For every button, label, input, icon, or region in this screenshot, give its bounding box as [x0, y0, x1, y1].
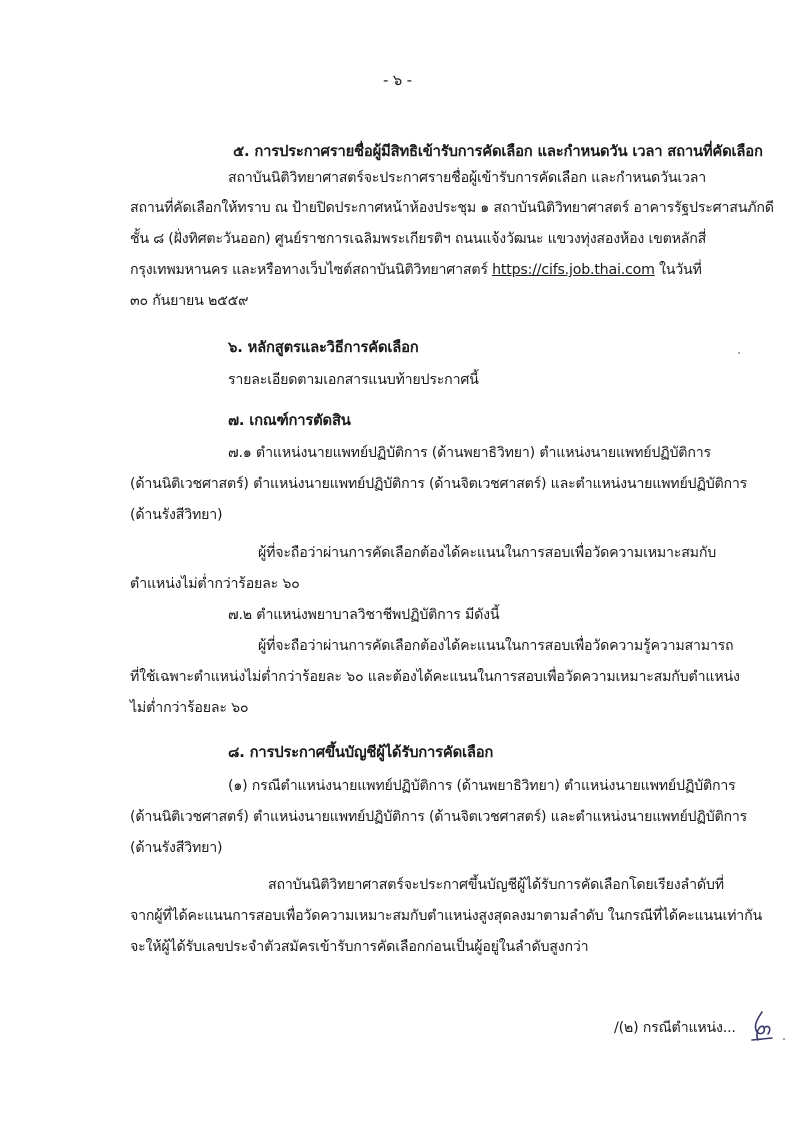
section-7-2-text: ๗.๒ ตำแหน่งพยาบาลวิชาชีพปฏิบัติการ มีดังนี้ [228, 607, 500, 623]
section-5-text: สถาบันนิติวิทยาศาสตร์จะประกาศรายชื่อผู้เข้ารับการคัดเลือก และกำหนดวันเวลา [228, 170, 707, 186]
page-continuation: /(๒) กรณีตำแหน่ง... [614, 1020, 736, 1036]
section-5-text-part: ในวันที่ [654, 262, 702, 278]
section-8-text: (ด้านรังสีวิทยา) [130, 840, 223, 856]
section-5-text: สถานที่คัดเลือกให้ทราบ ณ ป้ายปิดประกาศหน้าห้องประชุม ๑ สถาบันนิติวิทยาศาสตร์ อาคารรัฐประศาสนภักดี [130, 200, 774, 216]
section-7-1-text: (ด้านนิติเวชศาสตร์) ตำแหน่งนายแพทย์ปฏิบัติการ (ด้านจิตเวชศาสตร์) และตำแหน่งนายแพทย์ปฏิบัติการ [130, 476, 748, 492]
speck [738, 352, 740, 354]
section-7-1-text: ๗.๑ ตำแหน่งนายแพทย์ปฏิบัติการ (ด้านพยาธิวิทยา) ตำแหน่งนายแพทย์ปฏิบัติการ [228, 445, 711, 461]
section-7-2-text: ที่ใช้เฉพาะตำแหน่งไม่ต่ำกว่าร้อยละ ๖๐ และต้องได้คะแนนในการสอบเพื่อวัดความเหมาะสมกับตำแหน่ง [130, 669, 740, 685]
section-8-text: จากผู้ที่ได้คะแนนการสอบเพื่อวัดความเหมาะสมกับตำแหน่งสูงสุดลงมาตามลำดับ ในกรณีที่ได้คะแนนเท่ากัน [130, 908, 762, 924]
section-8-text: สถาบันนิติวิทยาศาสตร์จะประกาศขึ้นบัญชีผู้ได้รับการคัดเลือกโดยเรียงลำดับที่ [268, 877, 724, 893]
section-7-heading: ๗. เกณฑ์การตัดสิน [228, 412, 351, 429]
page-number: - ๖ - [383, 71, 412, 89]
section-7-2-text: ไม่ต่ำกว่าร้อยละ ๖๐ [130, 700, 249, 716]
section-8-text: (ด้านนิติเวชศาสตร์) ตำแหน่งนายแพทย์ปฏิบัติการ (ด้านจิตเวชศาสตร์) และตำแหน่งนายแพทย์ปฏิบัติการ [130, 809, 748, 825]
section-8-text: (๑) กรณีตำแหน่งนายแพทย์ปฏิบัติการ (ด้านพยาธิวิทยา) ตำแหน่งนายแพทย์ปฏิบัติการ [228, 778, 736, 794]
section-7-1-text: ตำแหน่งไม่ต่ำกว่าร้อยละ ๖๐ [130, 576, 300, 592]
section-7-1-text: (ด้านรังสีวิทยา) [130, 507, 223, 523]
website-link[interactable]: https://cifs.job.thai.com [492, 262, 655, 278]
section-7-1-text: ผู้ที่จะถือว่าผ่านการคัดเลือกต้องได้คะแนนในการสอบเพื่อวัดความเหมาะสมกับ [258, 545, 717, 561]
section-5-text [130, 260, 702, 280]
section-8-text: จะให้ผู้ได้รับเลขประจำตัวสมัครเข้ารับการคัดเลือกก่อนเป็นผู้อยู่ในลำดับสูงกว่า [130, 939, 589, 955]
speck [783, 1038, 785, 1040]
section-6-text: รายละเอียดตามเอกสารแนบท้ายประกาศนี้ [228, 372, 479, 388]
section-5-text-part: กรุงเทพมหานคร และหรือทางเว็บไซต์สถาบันนิติวิทยาศาสตร์ [130, 262, 493, 278]
signature-mark [748, 1010, 778, 1044]
section-8-heading: ๘. การประกาศขึ้นบัญชีผู้ได้รับการคัดเลือก [228, 744, 494, 761]
section-5-heading: ๕. การประกาศรายชื่อผู้มีสิทธิเข้ารับการคัดเลือก และกำหนดวัน เวลา สถานที่คัดเลือก [233, 143, 763, 160]
section-6-heading: ๖. หลักสูตรและวิธีการคัดเลือก [228, 339, 419, 356]
section-5-date: ๓๐ กันยายน ๒๕๕๙ [130, 293, 249, 309]
section-7-2-text: ผู้ที่จะถือว่าผ่านการคัดเลือกต้องได้คะแนนในการสอบเพื่อวัดความรู้ความสามารถ [258, 638, 734, 654]
section-5-text: ชั้น ๘ (ฝั่งทิศตะวันออก) ศูนย์ราชการเฉลิมพระเกียรติฯ ถนนแจ้งวัฒนะ แขวงทุ่งสองห้อง เขตหลักสี่ [130, 231, 707, 247]
